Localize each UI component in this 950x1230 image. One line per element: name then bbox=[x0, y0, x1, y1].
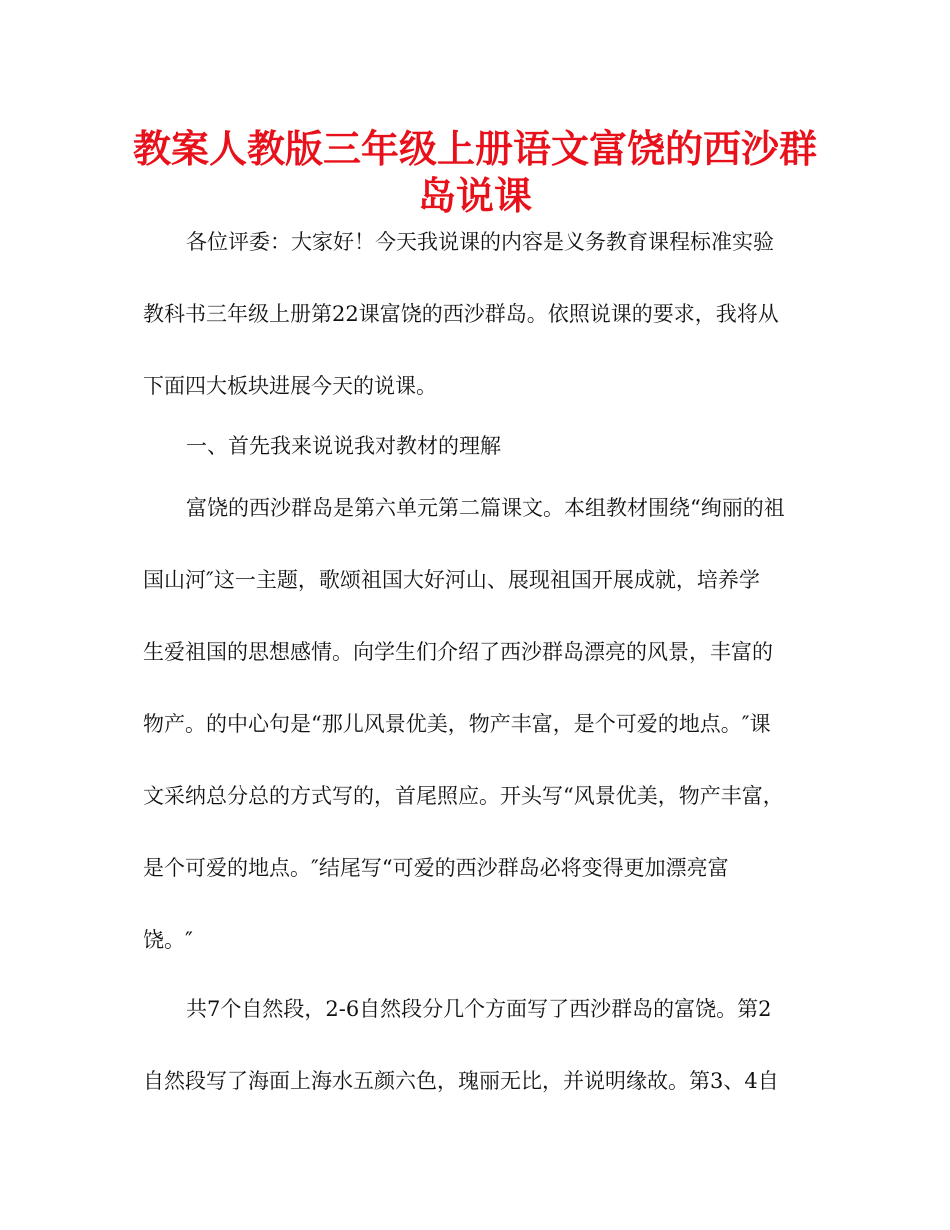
document-title-line-1: 教案人教版三年级上册语文富饶的西沙群 bbox=[132, 127, 817, 171]
paragraph-line-12: 自然段写了海面上海水五颜六色，瑰丽无比，并说明缘故。第3、4自 bbox=[143, 1069, 779, 1093]
paragraph-line-5: 国山河″这一主题，歌颂祖国大好河山、展现祖国开展成就，培养学 bbox=[143, 568, 760, 592]
paragraph-line-3: 下面四大板块进展今天的说课。 bbox=[143, 374, 437, 398]
paragraph-line-6: 生爱祖国的思想感情。向学生们介绍了西沙群岛漂亮的风景，丰富的 bbox=[143, 640, 773, 664]
paragraph-line-8: 文采纳总分总的方式写的，首尾照应。开头写“风景优美，物产丰富， bbox=[143, 784, 784, 808]
paragraph-line-4: 富饶的西沙群岛是第六单元第二篇课文。本组教材围绕“绚丽的祖 bbox=[186, 496, 785, 520]
section-heading: 一、首先我来说说我对教材的理解 bbox=[186, 434, 501, 458]
document-title-line-2: 岛说课 bbox=[417, 174, 532, 218]
paragraph-line-7: 物产。的中心句是“那儿风景优美，物产丰富，是个可爱的地点。″课 bbox=[143, 712, 771, 736]
paragraph-line-10: 饶。″ bbox=[143, 928, 193, 952]
paragraph-line-9: 是个可爱的地点。″结尾写“可爱的西沙群岛必将变得更加漂亮富 bbox=[143, 856, 729, 880]
paragraph-line-2: 教科书三年级上册第22课富饶的西沙群岛。依照说课的要求，我将从 bbox=[143, 302, 779, 326]
paragraph-line-11: 共7个自然段，2-6自然段分几个方面写了西沙群岛的富饶。第2 bbox=[186, 997, 772, 1021]
paragraph-line-1: 各位评委：大家好！今天我说课的内容是义务教育课程标准实验 bbox=[186, 230, 774, 254]
